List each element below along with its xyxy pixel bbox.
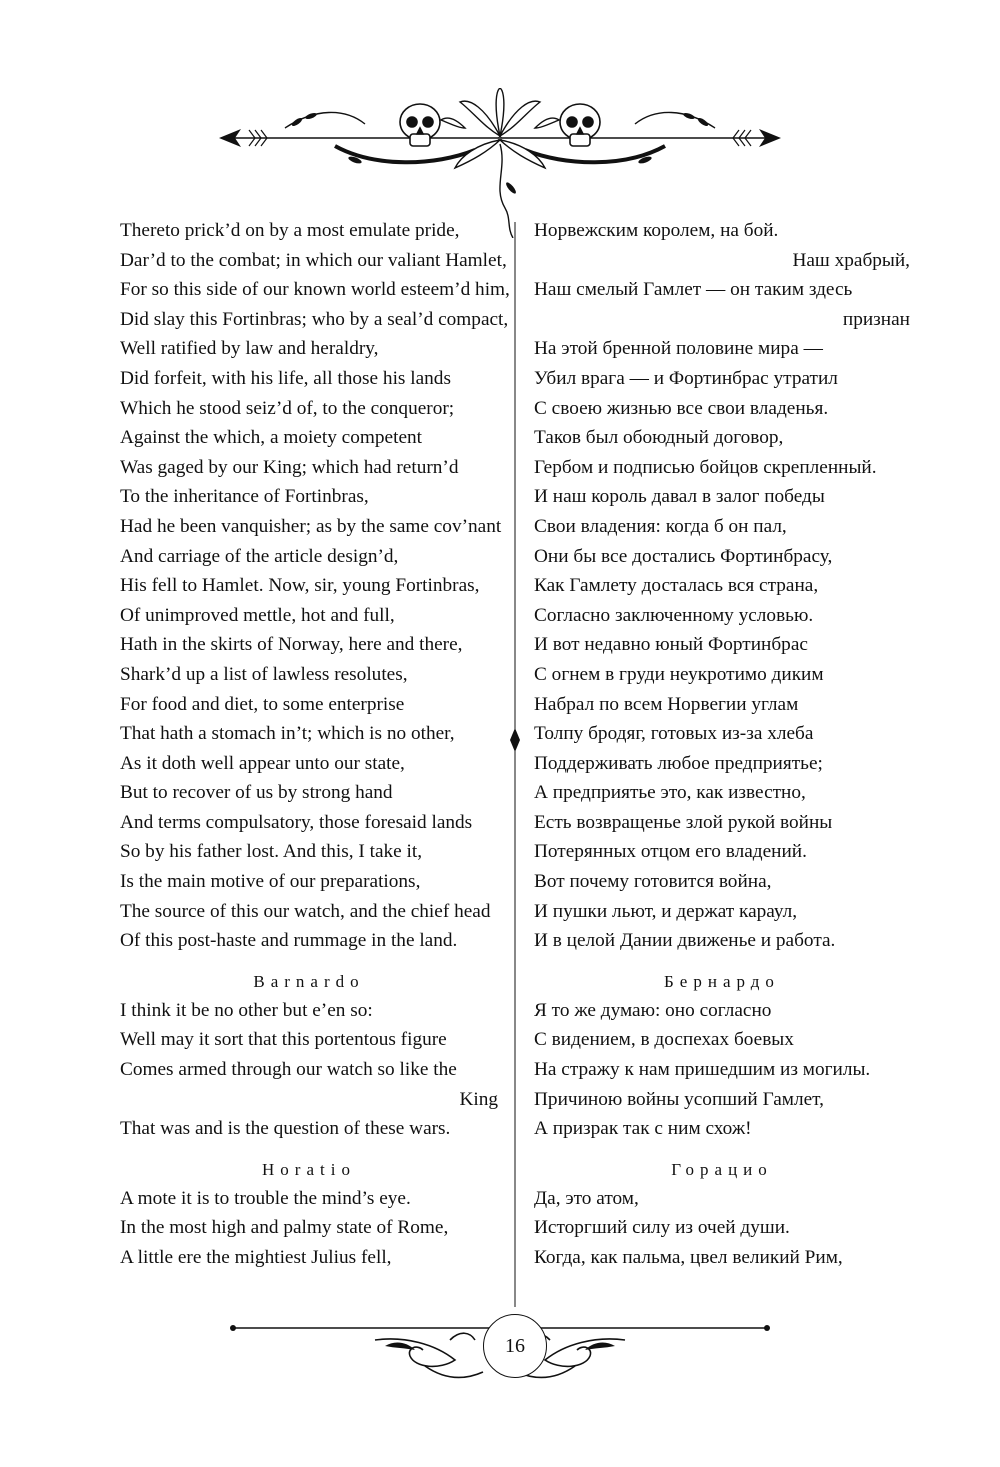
verse-line: Набрал по всем Норвегии углам: [534, 693, 799, 715]
skull-icon-right: [560, 104, 600, 146]
verse-line: Against the which, a moiety competent: [120, 427, 422, 449]
verse-line: Толпу бродяг, готовых из-за хлеба: [534, 723, 814, 745]
verse-line: Which he stood seiz’d of, to the conqueror;: [120, 397, 455, 419]
speaker-name: Бернардо: [664, 971, 780, 991]
verse-line: In the most high and palmy state of Rome,: [120, 1217, 449, 1239]
verse-line: Исторгший силу из очей души.: [534, 1217, 790, 1239]
verse-line: Hath in the skirts of Norway, here and there,: [120, 634, 463, 656]
verse-line: For so this side of our known world esteem’d him,: [120, 279, 510, 301]
verse-line: Норвежским королем, на бой.: [534, 220, 779, 241]
speaker-name: Barnardo: [253, 971, 365, 991]
verse-line: The source of this our watch, and the chief head: [120, 900, 491, 922]
speaker-name: Горацио: [671, 1159, 773, 1179]
verse-line: A mote it is to trouble the mind’s eye.: [120, 1187, 411, 1209]
verse-line: И наш король давал в залог победы: [534, 486, 825, 508]
verse-line: Well ratified by law and heraldry,: [120, 338, 379, 360]
verse-line: Was gaged by our King; which had return’d: [120, 456, 459, 478]
verse-line: Да, это атом,: [534, 1187, 639, 1209]
verse-line: Вот почему готовится война,: [534, 871, 772, 893]
english-text-column: [120, 216, 510, 1273]
verse-line: Did slay this Fortinbras; who by a seal’d compact,: [120, 308, 509, 330]
verse-line: И в целой Дании движенье и работа.: [534, 930, 836, 952]
verse-line: To the inheritance of Fortinbras,: [120, 486, 369, 508]
divider-diamond-icon: [508, 728, 522, 752]
verse-line: Thereto prick’d on by a most emulate pride,: [120, 220, 460, 241]
speaker-name: Horatio: [262, 1159, 356, 1179]
verse-line: И вот недавно юный Фортинбрас: [534, 634, 808, 656]
verse-line: Как Гамлету досталась вся страна,: [534, 575, 819, 597]
verse-line: That hath a stomach in’t; which is no other,: [120, 723, 455, 745]
verse-line: Поддерживать любое предприятье;: [534, 752, 823, 774]
verse-line: признан: [842, 308, 910, 330]
verse-line: С видением, в доспехах боевых: [534, 1029, 794, 1051]
verse-line: And terms compulsatory, those foresaid lands: [120, 811, 473, 833]
verse-line: Of this post-haste and rummage in the land.: [120, 930, 458, 952]
verse-line: С своею жизнью все свои владенья.: [534, 397, 829, 419]
verse-line: Гербом и подписью бойцов скрепленный.: [534, 456, 877, 478]
verse-line: His fell to Hamlet. Now, sir, young Fortinbras,: [120, 575, 480, 597]
verse-line: Причиною войны усопший Гамлет,: [534, 1088, 824, 1110]
verse-line: For food and diet, to some enterprise: [120, 693, 405, 715]
verse-line: But to recover of us by strong hand: [120, 782, 393, 804]
verse-line: Had he been vanquisher; as by the same cov’nant: [120, 515, 502, 537]
verse-line: Когда, как пальма, цвел великий Рим,: [534, 1247, 843, 1268]
page-number-label: 16: [505, 1334, 525, 1357]
verse-line: Of unimproved mettle, hot and full,: [120, 604, 395, 626]
verse-line: Есть возвращенье злой рукой войны: [534, 811, 833, 833]
verse-line: Comes armed through our watch so like the: [120, 1059, 457, 1081]
verse-line: С огнем в груди неукротимо диким: [534, 663, 824, 685]
verse-line: Shark’d up a list of lawless resolutes,: [120, 663, 408, 685]
verse-line: А призрак так с ним схож!: [534, 1118, 752, 1140]
verse-line: Я то же думаю: оно согласно: [534, 999, 772, 1021]
verse-line: I think it be no other but e’en so:: [120, 999, 373, 1021]
skull-icon-left: [400, 104, 440, 146]
russian-text-column: [534, 216, 910, 1273]
verse-line: Did forfeit, with his life, all those his lands: [120, 367, 451, 389]
verse-line: Is the main motive of our preparations,: [120, 871, 421, 893]
verse-line: Dar’d to the combat; in which our valiant Hamlet,: [120, 249, 507, 271]
verse-line: Наш смелый Гамлет — он таким здесь: [534, 279, 853, 301]
verse-line: As it doth well appear unto our state,: [120, 752, 405, 774]
verse-line: Таков был обоюдный договор,: [534, 427, 784, 449]
verse-line: Они бы все достались Фортинбрасу,: [534, 545, 833, 567]
verse-line: Наш храбрый,: [792, 249, 910, 271]
verse-line: На этой бренной половине мира —: [534, 338, 823, 360]
verse-line: На стражу к нам пришедшим из могилы.: [534, 1059, 871, 1081]
page-number: [483, 1314, 547, 1378]
verse-line: Well may it sort that this portentous figure: [120, 1029, 447, 1051]
verse-line: Согласно заключенному условью.: [534, 604, 814, 626]
verse-line: A little ere the mightiest Julius fell,: [120, 1247, 392, 1268]
verse-line: Убил врага — и Фортинбрас утратил: [534, 367, 838, 389]
verse-line: Свои владения: когда б он пал,: [534, 515, 787, 537]
verse-line: Потерянных отцом его владений.: [534, 841, 807, 863]
verse-line: И пушки льют, и держат караул,: [534, 900, 798, 922]
verse-line: А предприятье это, как известно,: [534, 782, 806, 804]
verse-line: And carriage of the article design’d,: [120, 545, 399, 567]
verse-line: That was and is the question of these wars.: [120, 1118, 451, 1140]
verse-line: So by his father lost. And this, I take it,: [120, 841, 423, 863]
verse-line: King: [459, 1088, 498, 1110]
column-divider: [514, 222, 516, 1307]
